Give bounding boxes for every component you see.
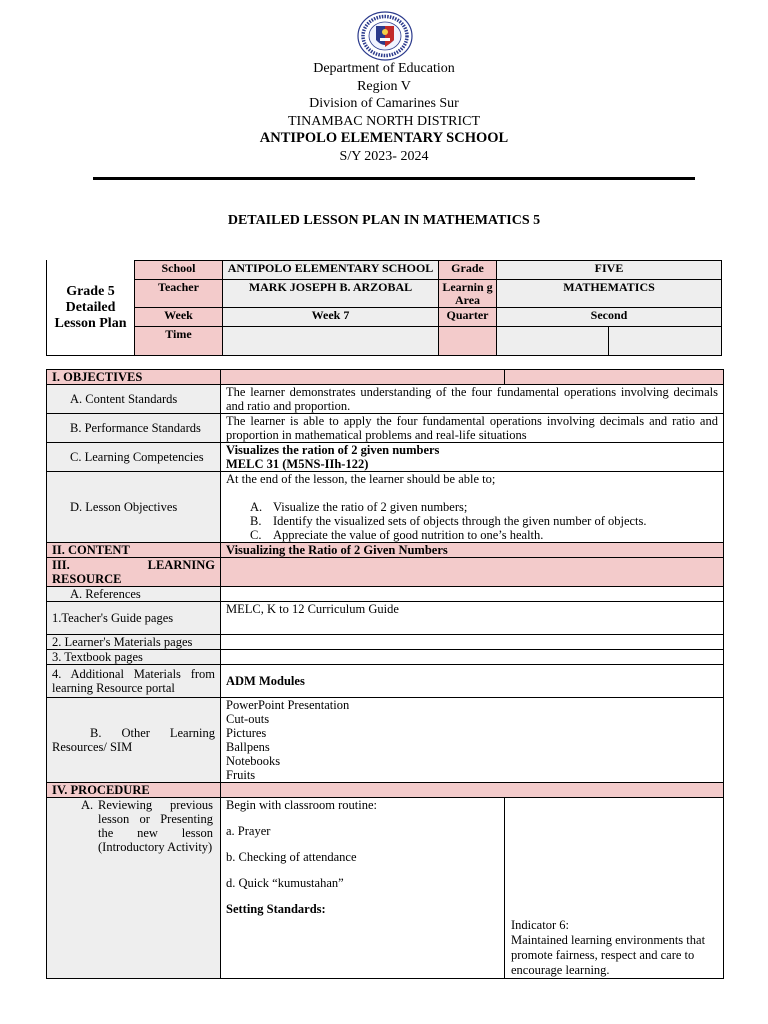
learning-area-label: Learnin g Area [439,280,497,308]
lesson-plan-table [46,369,724,979]
lesson-objectives-list [226,500,718,542]
content-standards-value: The learner demonstrates understanding of the four fundamental operations involving decimals and ratio and proportion. [221,385,724,414]
learners-materials-value [221,635,724,650]
lesson-objectives-value [221,472,724,543]
teachers-guide-value: MELC, K to 12 Curriculum Guide [221,602,724,635]
setting-standards: Setting Standards: [226,902,326,916]
procedure-item-prayer: a. Prayer [226,824,271,838]
objectives-heading: I. OBJECTIVES [47,370,221,385]
references-label: A. References [47,587,221,602]
learners-materials-label: 2. Learner's Materials pages [47,635,221,650]
school-value: ANTIPOLO ELEMENTARY SCHOOL [223,261,439,280]
content-standards-label: A. Content Standards [47,385,221,414]
header-school-year: S/Y 2023- 2024 [339,148,429,164]
melc-code: MELC 31 (M5NS-IIh-122) [226,457,369,471]
textbook-label: 3. Textbook pages [47,650,221,665]
quarter-label: Quarter [439,308,497,327]
list-item: Ballpens [226,740,270,754]
time-extra-cell-3 [609,327,722,356]
teacher-label: Teacher [135,280,223,308]
list-item: C. Appreciate the value of good nutrition to one’s health. [250,528,544,542]
header-line-district: TINAMBAC NORTH DISTRICT [287,113,481,129]
content-value: Visualizing the Ratio of 2 Given Numbers [221,543,724,558]
lesson-objectives-intro: At the end of the lesson, the learner should be able to; [226,472,496,486]
learning-resource-spacer [221,558,724,587]
header-line-region: Region V [357,78,411,94]
content-heading: II. CONTENT [47,543,221,558]
grade-label: Grade [439,261,497,280]
procedure-a-activities [221,798,505,979]
teacher-value: MARK JOSEPH B. ARZOBAL [223,280,439,308]
performance-standards-label: B. Performance Standards [47,414,221,443]
performance-standards-value: The learner is able to apply the four fundamental operations involving decimals and ratio and proportion in mathematical problems and real-life situations [221,414,724,443]
deped-seal-icon [356,11,414,61]
learning-area-value: MATHEMATICS [497,280,722,308]
indicator-notes [505,798,724,979]
header-school-name: ANTIPOLO ELEMENTARY SCHOOL [259,130,509,146]
time-value [223,327,439,356]
list-item: Pictures [226,726,267,740]
other-resources-list [221,698,724,783]
references-value [221,587,724,602]
procedure-a-intro: Begin with classroom routine: [226,798,378,812]
quarter-value: Second [497,308,722,327]
letterhead [0,60,768,165]
school-label: School [135,261,223,280]
indicator-text: Maintained learning environments that promote fairness, respect and care to encourage learning. [511,933,706,977]
textbook-value [221,650,724,665]
time-label: Time [135,327,223,356]
additional-materials-label: 4. Additional Materials from learning Resource portal [47,665,221,698]
learning-competencies-value [221,443,724,472]
week-value: Week 7 [223,308,439,327]
objectives-heading-spacer-2 [505,370,724,385]
header-line-division: Division of Camarines Sur [309,96,459,111]
grade-detailed-lesson-plan-label: Grade 5 Detailed Lesson Plan [47,261,135,356]
time-extra-cell-2 [497,327,609,356]
list-item: Notebooks [226,754,281,768]
grade-value: FIVE [497,261,722,280]
time-extra-cell [439,327,497,356]
list-item: A. Visualize the ratio of 2 given numbers; [250,500,468,514]
objectives-heading-spacer [221,370,505,385]
list-item: Fruits [226,768,256,782]
learning-competencies-label: C. Learning Competencies [47,443,221,472]
document-title: DETAILED LESSON PLAN IN MATHEMATICS 5 [227,213,541,228]
procedure-item-attendance: b. Checking of attendance [226,850,357,864]
procedure-a-label: A. Reviewing previous lesson or Presenting the new lesson (Introductory Activity) [47,798,221,979]
teachers-guide-label: 1.Teacher's Guide pages [47,602,221,635]
list-item: B. Identify the visualized sets of objects through the given number of objects. [250,514,647,528]
list-item: PowerPoint Presentation [226,698,350,712]
competency-text: Visualizes the ration of 2 given numbers [226,443,440,457]
learning-resource-heading: III. LEARNING RESOURCE [47,558,221,587]
lesson-objectives-label: D. Lesson Objectives [47,472,221,543]
other-resources-label: B. Other Learning Resources/ SIM [47,698,221,783]
week-label: Week [135,308,223,327]
procedure-item-kumustahan: d. Quick “kumustahan” [226,876,344,890]
header-divider [93,177,695,180]
header-line-deped: Department of Education [313,61,455,76]
additional-materials-value: ADM Modules [221,665,724,698]
indicator-title: Indicator 6: [511,918,569,932]
list-item: Cut-outs [226,712,270,726]
procedure-heading-spacer [221,783,724,798]
procedure-heading: IV. PROCEDURE [47,783,221,798]
lesson-info-table [46,260,722,356]
